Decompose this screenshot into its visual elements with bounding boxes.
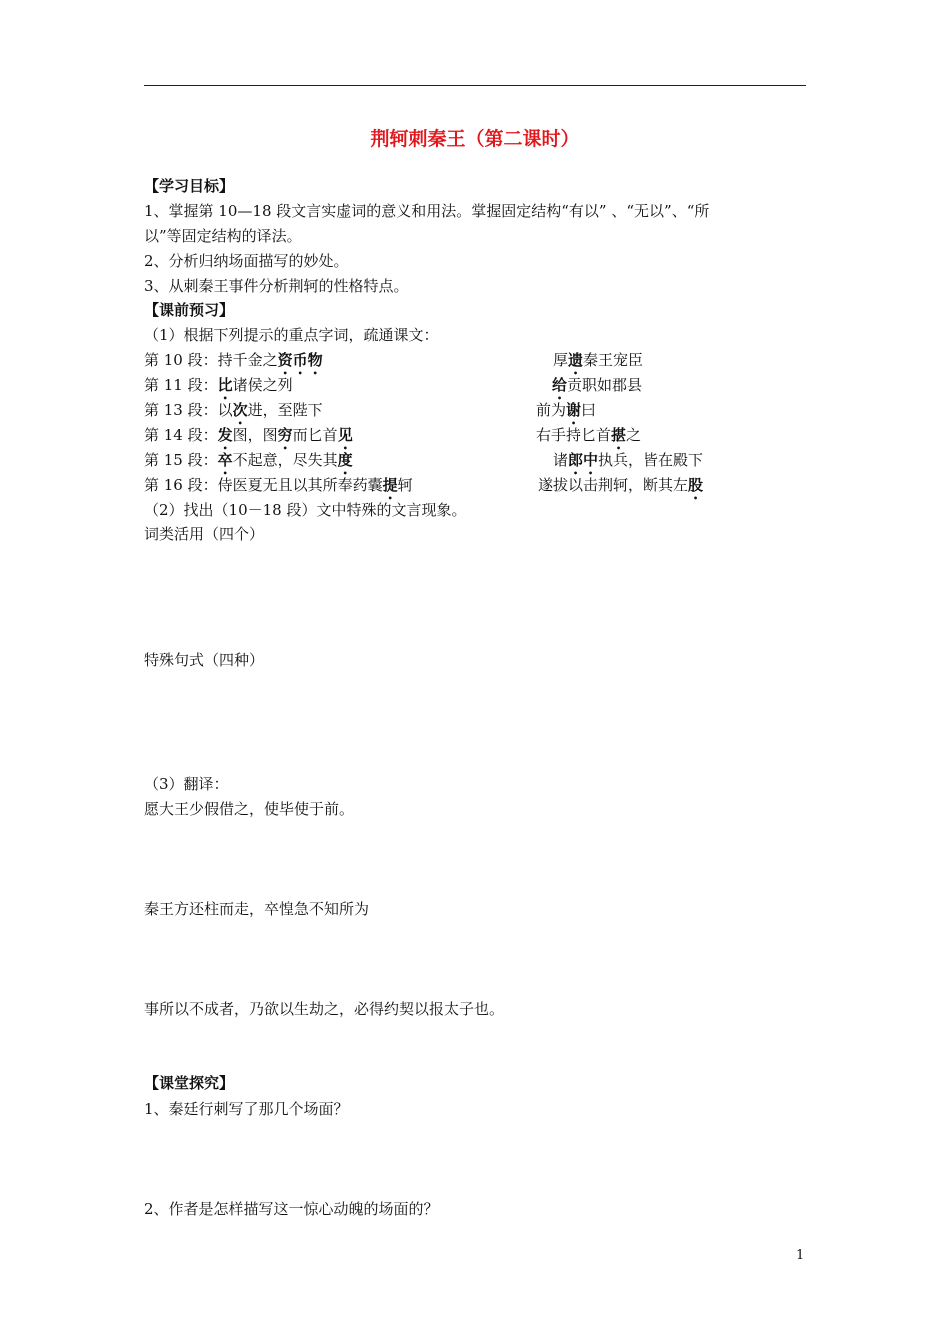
emphasized-word: 遗 <box>568 351 584 369</box>
text-segment: 之 <box>626 426 642 444</box>
emphasized-word: 卒 <box>217 451 233 469</box>
text-segment: 厚 <box>553 351 569 369</box>
emphasized-word: 穷 <box>277 426 293 444</box>
text-segment: 图，图 <box>232 426 278 444</box>
emphasized-word: 度 <box>337 451 353 469</box>
text-segment: 不起意，尽失其 <box>232 451 338 469</box>
text-segment: 第 16 段：侍医夏无且以其所奉药囊 <box>144 476 383 494</box>
emphasized-word: 发 <box>217 426 233 444</box>
text-segment: 贡职如郡县 <box>567 376 643 394</box>
emphasized-word: 次 <box>232 401 248 419</box>
preview-heading: 【课前预习】 <box>144 301 235 319</box>
emphasized-word: 郎中 <box>568 451 599 469</box>
emphasized-word: 见 <box>337 426 353 444</box>
emphasized-word: 比 <box>217 376 233 394</box>
emphasized-word: 给 <box>552 376 568 394</box>
header-rule <box>144 85 806 86</box>
preview-question-2: （2）找出（10－18 段）文中特殊的文言现象。 <box>144 501 467 519</box>
text-segment: 第 10 段：持千金之 <box>144 351 278 369</box>
text-segment: 第 13 段：以 <box>144 401 233 419</box>
objective-2: 2、分析归纳场面描写的妙处。 <box>144 252 349 270</box>
explore-heading: 【课堂探究】 <box>144 1074 235 1092</box>
text-segment: 诸侯之列 <box>232 376 293 394</box>
preview-question-1: （1）根据下列提示的重点字词，疏通课文： <box>144 326 439 344</box>
text-segment: 第 11 段： <box>144 376 218 394</box>
explore-question-1: 1、秦廷行刺写了那几个场面？ <box>144 1100 349 1118</box>
text-segment: 轲 <box>397 476 413 494</box>
text-segment: 第 15 段： <box>144 451 218 469</box>
text-segment: 秦王宠臣 <box>583 351 644 369</box>
text-segment: 执兵，皆在殿下 <box>598 451 704 469</box>
text-segment: 前为 <box>536 401 567 419</box>
text-segment: 而匕首 <box>292 426 338 444</box>
preview-question-3: （3）翻译： <box>144 775 229 793</box>
text-segment: 诸 <box>553 451 569 469</box>
page-number: 1 <box>796 1248 805 1263</box>
emphasized-word: 资币物 <box>277 351 323 369</box>
page-title: 荆轲刺秦王（第二课时） <box>370 128 580 150</box>
emphasized-word: 股 <box>688 476 704 494</box>
objective-3: 3、从刺秦王事件分析荆轲的性格特点。 <box>144 277 409 295</box>
translation-3: 事所以不成者，乃欲以生劫之，必得约契以报太子也。 <box>144 1000 505 1018</box>
text-segment: 右手持匕首 <box>536 426 612 444</box>
special-sentence-prompt: 特殊句式（四种） <box>144 651 265 669</box>
translation-2: 秦王方还柱而走，卒惶急不知所为 <box>144 900 370 918</box>
emphasized-word: 谢 <box>566 401 582 419</box>
text-segment: 第 14 段： <box>144 426 218 444</box>
objective-1-line-2: 以”等固定结构的译法。 <box>144 227 302 245</box>
text-segment: 进，至陛下 <box>247 401 323 419</box>
text-segment: 遂拔以击荆轲，断其左 <box>538 476 689 494</box>
explore-question-2: 2、作者是怎样描写这一惊心动魄的场面的？ <box>144 1200 439 1218</box>
emphasized-word: 提 <box>382 476 398 494</box>
word-class-prompt: 词类活用（四个） <box>144 525 265 543</box>
objectives-heading: 【学习目标】 <box>144 177 235 195</box>
text-segment: 曰 <box>581 401 597 419</box>
translation-1: 愿大王少假借之，使毕使于前。 <box>144 800 355 818</box>
objective-1-line-1: 1、掌握第 10—18 段文言实虚词的意义和用法。掌握固定结构“有以” 、“无以”、“所 <box>144 202 710 220</box>
emphasized-word: 揕 <box>611 426 627 444</box>
vocab-row-right <box>538 474 703 503</box>
